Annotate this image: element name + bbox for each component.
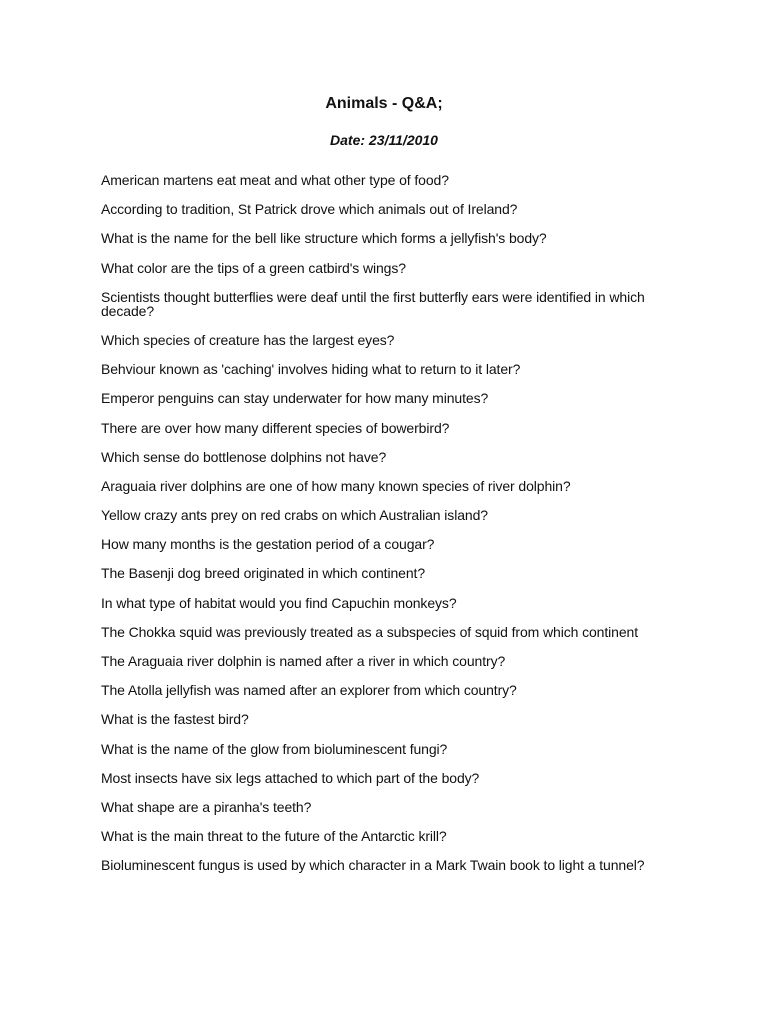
question-item: What color are the tips of a green catbird's wings? — [101, 259, 406, 276]
page-title: Animals - Q&A; — [325, 95, 443, 112]
question-item: Most insects have six legs attached to which part of the body? — [101, 769, 480, 786]
question-item: According to tradition, St Patrick drove which animals out of Ireland? — [101, 201, 518, 218]
question-item: Scientists thought butterflies were deaf until the first butterfly ears were identified in which decade? — [101, 288, 645, 319]
question-item: What is the fastest bird? — [101, 711, 249, 728]
question-item: There are over how many different species of bowerbird? — [101, 419, 450, 436]
question-item: Which species of creature has the largest eyes? — [101, 331, 395, 348]
question-item: What is the main threat to the future of the Antarctic krill? — [101, 828, 447, 845]
question-item: Yellow crazy ants prey on red crabs on which Australian island? — [101, 507, 488, 524]
question-item: The Basenji dog breed originated in which continent? — [101, 565, 426, 582]
question-list — [101, 173, 679, 888]
question-item: American martens eat meat and what other type of food? — [101, 172, 449, 188]
question-item: Emperor penguins can stay underwater for how many minutes? — [101, 390, 489, 407]
document-date: Date: 23/11/2010 — [330, 132, 438, 148]
question-item: Araguaia river dolphins are one of how many known species of river dolphin? — [101, 477, 571, 494]
question-item: What is the name for the bell like structure which forms a jellyfish's body? — [101, 230, 547, 247]
question-item: Which sense do bottlenose dolphins not have? — [101, 448, 387, 465]
question-item: The Araguaia river dolphin is named after a river in which country? — [101, 653, 506, 669]
question-item: The Chokka squid was previously treated as a subspecies of squid from which continent — [101, 623, 639, 640]
question-item: How many months is the gestation period of a cougar? — [101, 536, 435, 553]
question-item: What shape are a piranha's teeth? — [101, 798, 312, 815]
question-item: Behviour known as 'caching' involves hiding what to return to it later? — [101, 361, 521, 378]
question-item: What is the name of the glow from bioluminescent fungi? — [101, 740, 448, 757]
question-item: Bioluminescent fungus is used by which character in a Mark Twain book to light a tunnel? — [101, 857, 645, 874]
question-item: In what type of habitat would you find Capuchin monkeys? — [101, 594, 457, 611]
question-item: The Atolla jellyfish was named after an explorer from which country? — [101, 682, 517, 699]
